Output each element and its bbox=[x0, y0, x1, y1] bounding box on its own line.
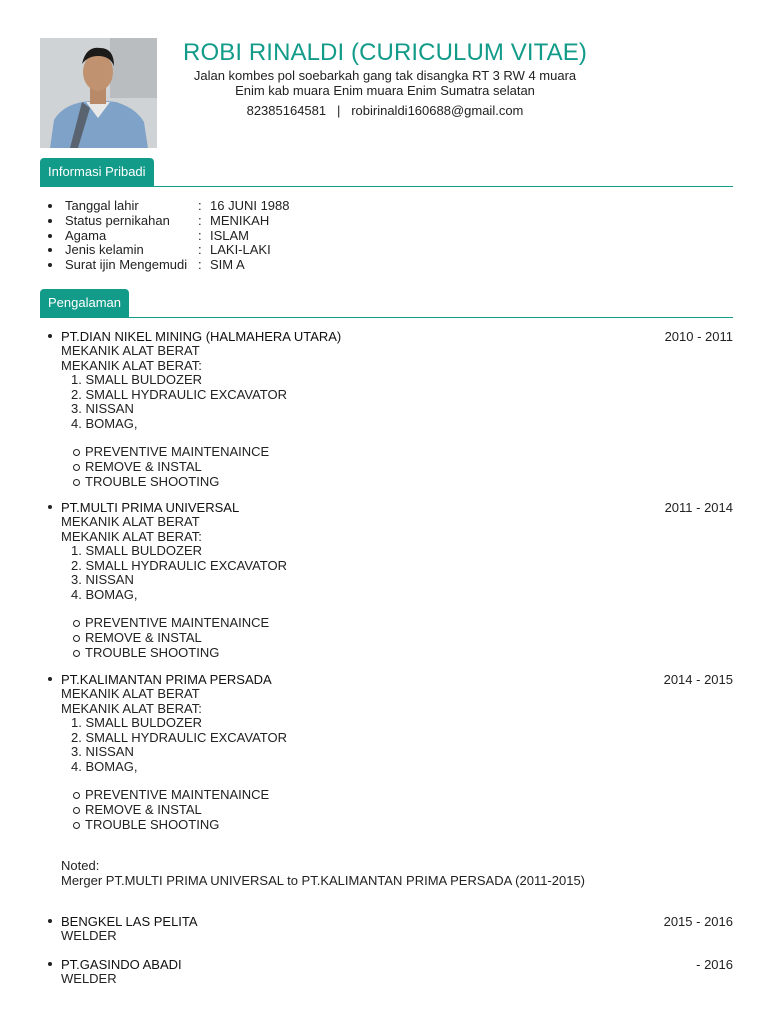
job-company: PT.MULTI PRIMA UNIVERSAL bbox=[46, 500, 239, 515]
section-experience bbox=[40, 289, 733, 318]
bullet-icon bbox=[46, 243, 65, 258]
info-value: LAKI-LAKI bbox=[210, 242, 271, 258]
note-text: Merger PT.MULTI PRIMA UNIVERSAL to PT.KALIMANTAN PRIMA PERSADA (2011-2015) bbox=[61, 873, 586, 888]
units-list bbox=[46, 373, 733, 431]
list-item: 4. BOMAG, bbox=[71, 586, 138, 602]
info-value: MENIKAH bbox=[210, 212, 270, 228]
list-item: 4. BOMAG, bbox=[71, 758, 138, 774]
list-item bbox=[46, 258, 290, 273]
section-tab-personal: Informasi Pribadi bbox=[40, 158, 154, 186]
person-photo-icon bbox=[40, 38, 157, 148]
list-item: 3. NISSAN bbox=[71, 572, 134, 588]
info-colon: : bbox=[198, 242, 202, 258]
tasks-list bbox=[46, 444, 733, 489]
bullet-icon bbox=[46, 214, 65, 229]
list-item: 2. SMALL HYDRAULIC EXCAVATOR bbox=[71, 729, 288, 745]
merger-note bbox=[61, 858, 585, 888]
units-list bbox=[46, 544, 733, 602]
list-item: 1. SMALL BULDOZER bbox=[71, 372, 203, 387]
job-years: 2015 - 2016 bbox=[663, 914, 733, 929]
info-label: Status pernikahan bbox=[65, 212, 170, 228]
list-item: REMOVE & INSTAL bbox=[85, 630, 733, 645]
info-colon: : bbox=[198, 212, 202, 228]
address-line-2: Enim kab muara Enim muara Enim Sumatra selatan bbox=[235, 83, 535, 98]
info-value: ISLAM bbox=[210, 227, 250, 243]
list-item: 3. NISSAN bbox=[71, 401, 134, 417]
list-item: 2. SMALL HYDRAULIC EXCAVATOR bbox=[71, 386, 288, 402]
list-item: 1. SMALL BULDOZER bbox=[71, 715, 203, 730]
phone-number: 82385164581 bbox=[246, 103, 327, 118]
tasks-list bbox=[46, 787, 733, 832]
list-item: 1. SMALL BULDOZER bbox=[71, 543, 203, 558]
info-colon: : bbox=[198, 257, 202, 273]
job-company: PT.KALIMANTAN PRIMA PERSADA bbox=[46, 672, 272, 687]
info-label: Agama bbox=[65, 227, 107, 243]
list-item: TROUBLE SHOOTING bbox=[85, 817, 733, 832]
job-years: 2010 - 2011 bbox=[664, 329, 733, 344]
job-role: MEKANIK ALAT BERAT bbox=[61, 686, 200, 701]
bullet-icon bbox=[46, 258, 65, 273]
email-address: robirinaldi160688@gmail.com bbox=[351, 103, 524, 118]
list-item: 4. BOMAG, bbox=[71, 415, 138, 431]
list-item bbox=[46, 229, 290, 244]
job-years: - 2016 bbox=[696, 957, 733, 972]
list-item: REMOVE & INSTAL bbox=[85, 459, 733, 474]
list-item: 3. NISSAN bbox=[71, 744, 134, 760]
cv-header bbox=[175, 38, 595, 119]
job-years: 2011 - 2014 bbox=[664, 500, 733, 515]
address-line-1: Jalan kombes pol soebarkah gang tak disangka RT 3 RW 4 muara bbox=[193, 68, 577, 83]
info-label: Jenis kelamin bbox=[65, 242, 144, 258]
profile-photo bbox=[40, 38, 157, 148]
list-item: TROUBLE SHOOTING bbox=[85, 645, 733, 660]
list-item: REMOVE & INSTAL bbox=[85, 802, 733, 817]
job-subtitle: MEKANIK ALAT BERAT: bbox=[61, 528, 202, 544]
personal-info-list bbox=[46, 199, 290, 273]
job-company: PT.DIAN NIKEL MINING (HALMAHERA UTARA) bbox=[46, 329, 341, 344]
job-entry bbox=[46, 500, 733, 660]
list-item: PREVENTIVE MAINTENAINCE bbox=[85, 444, 733, 459]
contact-separator: | bbox=[336, 103, 341, 118]
info-colon: : bbox=[198, 198, 202, 213]
info-value: 16 JUNI 1988 bbox=[210, 198, 290, 213]
job-entry bbox=[46, 329, 733, 489]
job-company: PT.GASINDO ABADI bbox=[46, 957, 182, 972]
list-item: PREVENTIVE MAINTENAINCE bbox=[85, 615, 733, 630]
job-entry bbox=[46, 914, 733, 944]
job-role: WELDER bbox=[61, 971, 117, 986]
list-item bbox=[46, 243, 290, 258]
list-item bbox=[46, 214, 290, 229]
note-label: Noted: bbox=[61, 858, 100, 873]
bullet-icon bbox=[46, 229, 65, 244]
job-years: 2014 - 2015 bbox=[663, 672, 733, 687]
section-tab-experience: Pengalaman bbox=[40, 289, 129, 317]
job-company: BENGKEL LAS PELITA bbox=[46, 914, 198, 929]
job-entry bbox=[46, 672, 733, 832]
tasks-list bbox=[46, 615, 733, 660]
units-list bbox=[46, 716, 733, 774]
bullet-icon bbox=[46, 199, 65, 214]
job-role: MEKANIK ALAT BERAT bbox=[61, 343, 200, 358]
job-role: MEKANIK ALAT BERAT bbox=[61, 514, 200, 529]
list-item: PREVENTIVE MAINTENAINCE bbox=[85, 787, 733, 802]
list-item: 2. SMALL HYDRAULIC EXCAVATOR bbox=[71, 557, 288, 573]
job-entry bbox=[46, 957, 733, 987]
job-subtitle: MEKANIK ALAT BERAT: bbox=[61, 700, 202, 716]
job-role: WELDER bbox=[61, 928, 117, 943]
section-personal bbox=[40, 158, 733, 187]
job-subtitle: MEKANIK ALAT BERAT: bbox=[61, 357, 202, 373]
list-item bbox=[46, 199, 290, 214]
info-label: Tanggal lahir bbox=[65, 198, 139, 213]
info-label: Surat ijin Mengemudi bbox=[65, 257, 188, 273]
list-item: TROUBLE SHOOTING bbox=[85, 474, 733, 489]
info-value: SIM A bbox=[210, 257, 245, 273]
page-title: ROBI RINALDI (CURICULUM VITAE) bbox=[183, 39, 587, 66]
contact-line bbox=[175, 103, 595, 119]
info-colon: : bbox=[198, 227, 202, 243]
